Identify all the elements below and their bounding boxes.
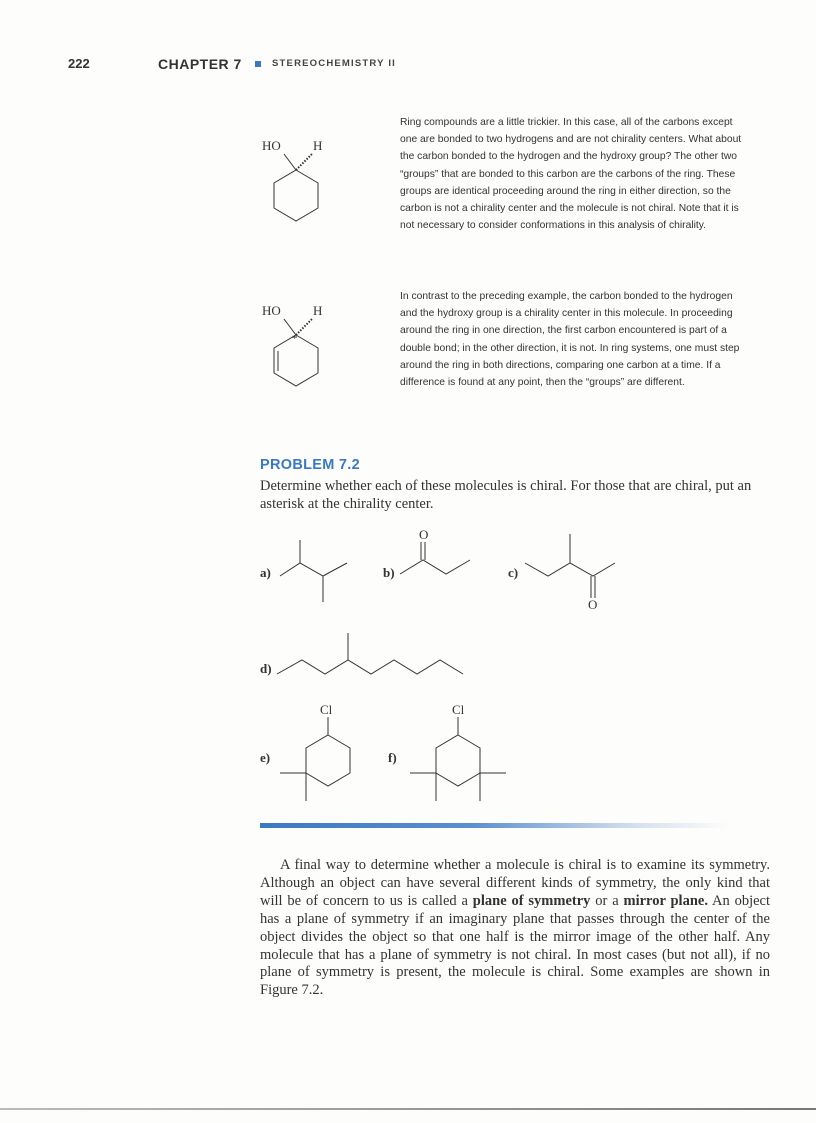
atom-ho: HO [262,303,281,318]
example2-text: In contrast to the preceding example, the carbon bonded to the hydrogen and the hydroxy group is a chirality center in this molecule. In proceeding around the ring in one direction, the first carbon encountered is part of a double bond; in the other direction, it is not. In ring systems, one must step around the ring in both directions, comparing one carbon at a time. If a difference is found at any point, then the “groups” are different. [400,291,740,389]
label-f: f) [388,750,397,765]
example1-text: Ring compounds are a little trickier. In this case, all of the carbons except one are bonded to two hydrogens and are not chirality centers. What about the carbon bonded to the hydrogen and the hydroxy group? The other two “groups” that are bonded to this carbon are the carbons of the ring. These groups are identical proceeding around the ring in either direction, so the carbon is not a chirality center and the molecule is not chiral. Note that it is not necessary to consider conformations in this analysis of chirality. [400,117,742,232]
label-e: e) [260,750,271,765]
label-d: d) [260,661,272,676]
paragraph-text: An object has a plane of symmetry if an imaginary plane that passes through the center of the object divides the object so that one half is the mirror image of the other half. Any molecule that has a plane of symmetry is not chiral. In most cases (but not all), if no plane of symmetry is present, the molecule is chiral. Some examples are shown in Figure 7.2. [260,892,771,999]
atom-ho: HO [262,138,281,153]
cyclohexanol-structure [240,130,360,230]
page-header [68,56,768,76]
chapter-title: CHAPTER 7 [158,56,242,72]
paragraph-text: or a [590,892,624,909]
atom-o: O [419,527,429,542]
section-divider [260,823,730,828]
molecule-c [525,530,625,610]
label-a: a) [260,565,271,580]
cyclohexene-ring [240,295,360,405]
problem-title: PROBLEM 7.2 [260,457,360,473]
chirality-asterisk: * [292,333,298,345]
atom-h: H [313,138,323,153]
molecule-f [400,715,530,810]
molecule-b [398,540,478,585]
molecule-e [270,715,390,810]
label-b: b) [383,565,395,580]
page-number: 222 [68,56,90,71]
term-mirror-plane: mirror plane. [623,892,708,909]
cyclohexane-ring [240,130,360,230]
cyclohexenol-structure [240,295,360,405]
atom-h: H [313,303,323,318]
problem-text: Determine whether each of these molecules is chiral. For those that are chiral, put an asterisk at the chirality center. [260,478,752,512]
chapter-subtitle: STEREOCHEMISTRY II [272,58,397,69]
header-separator-square-icon [255,61,261,67]
molecule-a [275,530,355,610]
atom-cl: Cl [452,702,465,717]
atom-cl: Cl [320,702,333,717]
symmetry-paragraph [260,857,770,1000]
term-plane-of-symmetry: plane of symmetry [472,892,591,909]
atom-o: O [588,597,598,612]
molecule-d [275,630,475,680]
page-bottom-edge [0,1108,816,1110]
paragraph-text: A final way to determine whether a molecule is chiral is to examine its symmetry. Although an object can have several different kinds of symmetry, the only kind that will be of concern to us is called a [260,857,770,909]
label-c: c) [508,565,519,580]
